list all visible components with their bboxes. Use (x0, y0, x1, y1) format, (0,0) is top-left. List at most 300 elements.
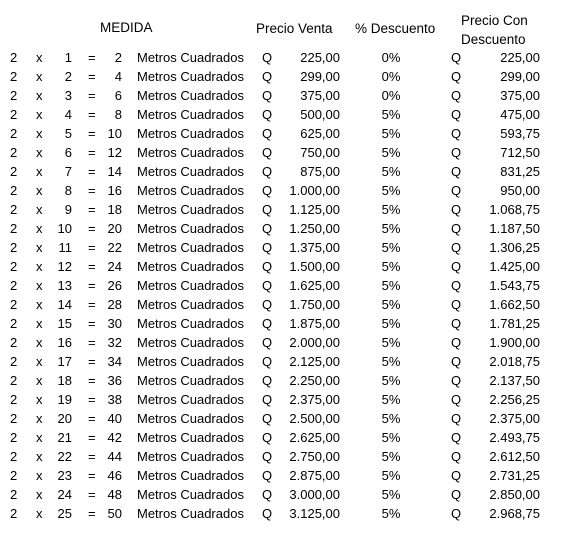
factor-cell: 4 (64, 107, 72, 122)
times-sign-cell: x (36, 164, 43, 179)
descuento-cell: 5% (381, 202, 401, 217)
result-cell: 40 (107, 411, 122, 426)
precio-con-descuento-cell: 1.662,50 (489, 297, 540, 312)
times-sign-cell: x (36, 202, 43, 217)
result-cell: 34 (107, 354, 122, 369)
factor-cell: 15 (57, 316, 72, 331)
equals-sign-cell: = (88, 373, 96, 388)
precio-venta-cell: 3.125,00 (289, 506, 340, 521)
descuento-cell: 5% (381, 145, 401, 160)
result-cell: 4 (114, 69, 122, 84)
table-row (0, 48, 568, 67)
equals-sign-cell: = (88, 411, 96, 426)
result-cell: 44 (107, 449, 122, 464)
multiplier-cell: 2 (10, 69, 18, 84)
times-sign-cell: x (36, 335, 43, 350)
factor-cell: 8 (64, 183, 72, 198)
currency-con-cell: Q (451, 221, 462, 236)
factor-cell: 17 (57, 354, 72, 369)
currency-con-cell: Q (451, 278, 462, 293)
descuento-cell: 5% (381, 107, 401, 122)
result-cell: 30 (107, 316, 122, 331)
descuento-cell: 5% (381, 126, 401, 141)
factor-cell: 13 (57, 278, 72, 293)
factor-cell: 12 (57, 259, 72, 274)
precio-con-descuento-cell: 1.068,75 (489, 202, 540, 217)
precio-con-descuento-cell: 2.731,25 (489, 468, 540, 483)
currency-venta-cell: Q (262, 183, 273, 198)
factor-cell: 9 (64, 202, 72, 217)
descuento-cell: 5% (381, 335, 401, 350)
table-row (0, 447, 568, 466)
descuento-cell: 0% (381, 50, 401, 65)
precio-con-descuento-cell: 299,00 (500, 69, 540, 84)
table-row (0, 428, 568, 447)
table-row (0, 162, 568, 181)
currency-venta-cell: Q (262, 240, 273, 255)
currency-con-cell: Q (451, 468, 462, 483)
table-row (0, 105, 568, 124)
factor-cell: 2 (64, 69, 72, 84)
result-cell: 28 (107, 297, 122, 312)
times-sign-cell: x (36, 411, 43, 426)
descuento-cell: 5% (381, 278, 401, 293)
multiplier-cell: 2 (10, 316, 18, 331)
equals-sign-cell: = (88, 335, 96, 350)
currency-venta-cell: Q (262, 316, 273, 331)
table-row (0, 466, 568, 485)
precio-con-descuento-cell: 1.900,00 (489, 335, 540, 350)
result-cell: 22 (107, 240, 122, 255)
multiplier-cell: 2 (10, 164, 18, 179)
result-cell: 42 (107, 430, 122, 445)
descuento-cell: 0% (381, 88, 401, 103)
precio-con-descuento-cell: 375,00 (500, 88, 540, 103)
precio-venta-cell: 2.000,00 (289, 335, 340, 350)
precio-con-descuento-cell: 2.137,50 (489, 373, 540, 388)
unit-cell: Metros Cuadrados (137, 126, 244, 141)
multiplier-cell: 2 (10, 468, 18, 483)
table-body (0, 48, 568, 523)
times-sign-cell: x (36, 183, 43, 198)
precio-con-descuento-cell: 475,00 (500, 107, 540, 122)
factor-cell: 18 (57, 373, 72, 388)
multiplier-cell: 2 (10, 430, 18, 445)
descuento-cell: 5% (381, 373, 401, 388)
times-sign-cell: x (36, 50, 43, 65)
times-sign-cell: x (36, 259, 43, 274)
descuento-cell: 5% (381, 164, 401, 179)
precio-con-descuento-cell: 1.306,25 (489, 240, 540, 255)
currency-con-cell: Q (451, 354, 462, 369)
unit-cell: Metros Cuadrados (137, 506, 244, 521)
unit-cell: Metros Cuadrados (137, 202, 244, 217)
descuento-cell: 5% (381, 487, 401, 502)
precio-venta-cell: 2.375,00 (289, 392, 340, 407)
descuento-cell: 5% (381, 430, 401, 445)
table-row (0, 504, 568, 523)
multiplier-cell: 2 (10, 107, 18, 122)
currency-venta-cell: Q (262, 259, 273, 274)
equals-sign-cell: = (88, 430, 96, 445)
currency-con-cell: Q (451, 487, 462, 502)
currency-con-cell: Q (451, 259, 462, 274)
equals-sign-cell: = (88, 392, 96, 407)
times-sign-cell: x (36, 221, 43, 236)
currency-con-cell: Q (451, 126, 462, 141)
factor-cell: 11 (58, 240, 72, 255)
equals-sign-cell: = (88, 183, 96, 198)
factor-cell: 10 (57, 221, 72, 236)
equals-sign-cell: = (88, 354, 96, 369)
unit-cell: Metros Cuadrados (137, 411, 244, 426)
multiplier-cell: 2 (10, 202, 18, 217)
times-sign-cell: x (36, 107, 43, 122)
precio-venta-cell: 500,00 (300, 107, 340, 122)
multiplier-cell: 2 (10, 354, 18, 369)
times-sign-cell: x (36, 278, 43, 293)
precio-venta-cell: 875,00 (300, 164, 340, 179)
currency-venta-cell: Q (262, 50, 273, 65)
descuento-cell: 5% (381, 297, 401, 312)
precio-venta-cell: 1.000,00 (289, 183, 340, 198)
currency-con-cell: Q (451, 316, 462, 331)
factor-cell: 5 (64, 126, 72, 141)
table-row (0, 67, 568, 86)
times-sign-cell: x (36, 373, 43, 388)
factor-cell: 20 (57, 411, 72, 426)
unit-cell: Metros Cuadrados (137, 392, 244, 407)
factor-cell: 25 (57, 506, 72, 521)
currency-venta-cell: Q (262, 392, 273, 407)
equals-sign-cell: = (88, 487, 96, 502)
precio-venta-cell: 1.750,00 (289, 297, 340, 312)
result-cell: 50 (107, 506, 122, 521)
multiplier-cell: 2 (10, 411, 18, 426)
unit-cell: Metros Cuadrados (137, 297, 244, 312)
unit-cell: Metros Cuadrados (137, 221, 244, 236)
currency-venta-cell: Q (262, 88, 273, 103)
equals-sign-cell: = (88, 278, 96, 293)
times-sign-cell: x (36, 88, 43, 103)
table-row (0, 409, 568, 428)
precio-con-descuento-cell: 2.018,75 (489, 354, 540, 369)
precio-venta-cell: 1.125,00 (289, 202, 340, 217)
factor-cell: 7 (64, 164, 72, 179)
result-cell: 2 (114, 50, 122, 65)
table-row (0, 181, 568, 200)
precio-con-descuento-cell: 831,25 (500, 164, 540, 179)
times-sign-cell: x (36, 354, 43, 369)
unit-cell: Metros Cuadrados (137, 240, 244, 255)
equals-sign-cell: = (88, 164, 96, 179)
multiplier-cell: 2 (10, 88, 18, 103)
precio-con-descuento-cell: 712,50 (500, 145, 540, 160)
equals-sign-cell: = (88, 107, 96, 122)
factor-cell: 21 (57, 430, 72, 445)
result-cell: 8 (114, 107, 122, 122)
precio-con-descuento-cell: 2.493,75 (489, 430, 540, 445)
multiplier-cell: 2 (10, 506, 18, 521)
unit-cell: Metros Cuadrados (137, 316, 244, 331)
result-cell: 46 (107, 468, 122, 483)
precio-con-descuento-cell: 2.850,00 (489, 487, 540, 502)
times-sign-cell: x (36, 297, 43, 312)
currency-venta-cell: Q (262, 297, 273, 312)
table-row (0, 238, 568, 257)
result-cell: 14 (107, 164, 122, 179)
multiplier-cell: 2 (10, 145, 18, 160)
currency-con-cell: Q (451, 297, 462, 312)
result-cell: 24 (107, 259, 122, 274)
precio-con-descuento-cell: 2.612,50 (489, 449, 540, 464)
table-row (0, 485, 568, 504)
equals-sign-cell: = (88, 126, 96, 141)
times-sign-cell: x (36, 487, 43, 502)
precio-venta-cell: 375,00 (300, 88, 340, 103)
descuento-cell: 5% (381, 354, 401, 369)
multiplier-cell: 2 (10, 183, 18, 198)
precio-venta-cell: 2.500,00 (289, 411, 340, 426)
precio-con-descuento-cell: 1.543,75 (489, 278, 540, 293)
multiplier-cell: 2 (10, 392, 18, 407)
equals-sign-cell: = (88, 506, 96, 521)
equals-sign-cell: = (88, 449, 96, 464)
equals-sign-cell: = (88, 221, 96, 236)
unit-cell: Metros Cuadrados (137, 487, 244, 502)
precio-con-descuento-cell: 225,00 (500, 50, 540, 65)
times-sign-cell: x (36, 430, 43, 445)
currency-venta-cell: Q (262, 468, 273, 483)
descuento-cell: 5% (381, 316, 401, 331)
unit-cell: Metros Cuadrados (137, 430, 244, 445)
precio-venta-cell: 225,00 (300, 50, 340, 65)
currency-con-cell: Q (451, 107, 462, 122)
currency-con-cell: Q (451, 164, 462, 179)
table-row (0, 371, 568, 390)
precio-con-descuento-cell: 2.968,75 (489, 506, 540, 521)
unit-cell: Metros Cuadrados (137, 69, 244, 84)
currency-con-cell: Q (451, 506, 462, 521)
currency-con-cell: Q (451, 411, 462, 426)
multiplier-cell: 2 (10, 373, 18, 388)
result-cell: 6 (114, 88, 122, 103)
descuento-cell: 5% (381, 240, 401, 255)
descuento-cell: 5% (381, 183, 401, 198)
times-sign-cell: x (36, 316, 43, 331)
descuento-cell: 5% (381, 221, 401, 236)
unit-cell: Metros Cuadrados (137, 373, 244, 388)
unit-cell: Metros Cuadrados (137, 335, 244, 350)
precio-venta-cell: 2.875,00 (289, 468, 340, 483)
currency-con-cell: Q (451, 392, 462, 407)
factor-cell: 3 (64, 88, 72, 103)
equals-sign-cell: = (88, 259, 96, 274)
equals-sign-cell: = (88, 202, 96, 217)
result-cell: 48 (107, 487, 122, 502)
precio-venta-cell: 2.250,00 (289, 373, 340, 388)
times-sign-cell: x (36, 240, 43, 255)
currency-venta-cell: Q (262, 487, 273, 502)
precio-con-descuento-cell: 593,75 (500, 126, 540, 141)
multiplier-cell: 2 (10, 487, 18, 502)
unit-cell: Metros Cuadrados (137, 183, 244, 198)
multiplier-cell: 2 (10, 259, 18, 274)
factor-cell: 14 (57, 297, 72, 312)
table-row (0, 314, 568, 333)
table-row (0, 143, 568, 162)
factor-cell: 6 (64, 145, 72, 160)
result-cell: 20 (107, 221, 122, 236)
unit-cell: Metros Cuadrados (137, 259, 244, 274)
descuento-cell: 5% (381, 259, 401, 274)
precio-venta-cell: 299,00 (300, 69, 340, 84)
equals-sign-cell: = (88, 297, 96, 312)
unit-cell: Metros Cuadrados (137, 354, 244, 369)
precio-venta-cell: 1.625,00 (289, 278, 340, 293)
result-cell: 10 (107, 126, 122, 141)
currency-venta-cell: Q (262, 373, 273, 388)
result-cell: 32 (107, 335, 122, 350)
header-precio-con-line1: Precio Con (461, 13, 528, 28)
table-row (0, 295, 568, 314)
equals-sign-cell: = (88, 88, 96, 103)
multiplier-cell: 2 (10, 240, 18, 255)
multiplier-cell: 2 (10, 278, 18, 293)
currency-con-cell: Q (451, 430, 462, 445)
equals-sign-cell: = (88, 69, 96, 84)
currency-venta-cell: Q (262, 506, 273, 521)
unit-cell: Metros Cuadrados (137, 145, 244, 160)
currency-con-cell: Q (451, 145, 462, 160)
table-row (0, 219, 568, 238)
unit-cell: Metros Cuadrados (137, 449, 244, 464)
currency-venta-cell: Q (262, 221, 273, 236)
precio-venta-cell: 750,00 (300, 145, 340, 160)
currency-venta-cell: Q (262, 449, 273, 464)
currency-venta-cell: Q (262, 126, 273, 141)
result-cell: 26 (107, 278, 122, 293)
times-sign-cell: x (36, 392, 43, 407)
factor-cell: 19 (57, 392, 72, 407)
unit-cell: Metros Cuadrados (137, 468, 244, 483)
unit-cell: Metros Cuadrados (137, 107, 244, 122)
factor-cell: 16 (57, 335, 72, 350)
descuento-cell: 5% (381, 392, 401, 407)
precio-venta-cell: 2.625,00 (289, 430, 340, 445)
table-row (0, 124, 568, 143)
equals-sign-cell: = (88, 468, 96, 483)
result-cell: 36 (107, 373, 122, 388)
currency-venta-cell: Q (262, 202, 273, 217)
descuento-cell: 5% (381, 449, 401, 464)
precio-con-descuento-cell: 1.187,50 (489, 221, 540, 236)
currency-con-cell: Q (451, 50, 462, 65)
unit-cell: Metros Cuadrados (137, 278, 244, 293)
result-cell: 12 (107, 145, 122, 160)
equals-sign-cell: = (88, 50, 96, 65)
table-row (0, 276, 568, 295)
factor-cell: 1 (64, 50, 72, 65)
unit-cell: Metros Cuadrados (137, 88, 244, 103)
equals-sign-cell: = (88, 240, 96, 255)
table-row (0, 200, 568, 219)
times-sign-cell: x (36, 449, 43, 464)
equals-sign-cell: = (88, 145, 96, 160)
table-row (0, 390, 568, 409)
currency-venta-cell: Q (262, 335, 273, 350)
precio-venta-cell: 3.000,00 (289, 487, 340, 502)
precio-venta-cell: 1.250,00 (289, 221, 340, 236)
result-cell: 16 (107, 183, 122, 198)
times-sign-cell: x (36, 468, 43, 483)
multiplier-cell: 2 (10, 335, 18, 350)
precio-venta-cell: 1.500,00 (289, 259, 340, 274)
table-row (0, 333, 568, 352)
descuento-cell: 5% (381, 506, 401, 521)
currency-con-cell: Q (451, 449, 462, 464)
factor-cell: 24 (57, 487, 72, 502)
equals-sign-cell: = (88, 316, 96, 331)
currency-con-cell: Q (451, 373, 462, 388)
result-cell: 38 (107, 392, 122, 407)
precio-venta-cell: 1.375,00 (289, 240, 340, 255)
multiplier-cell: 2 (10, 297, 18, 312)
currency-venta-cell: Q (262, 354, 273, 369)
header-precio-con-descuento (461, 11, 541, 49)
unit-cell: Metros Cuadrados (137, 50, 244, 65)
table-row (0, 352, 568, 371)
currency-venta-cell: Q (262, 69, 273, 84)
precio-con-descuento-cell: 1.781,25 (489, 316, 540, 331)
currency-con-cell: Q (451, 183, 462, 198)
precio-con-descuento-cell: 2.375,00 (489, 411, 540, 426)
header-precio-venta: Precio Venta (256, 21, 333, 36)
table-row (0, 257, 568, 276)
currency-venta-cell: Q (262, 145, 273, 160)
precio-venta-cell: 2.125,00 (289, 354, 340, 369)
descuento-cell: 0% (381, 69, 401, 84)
times-sign-cell: x (36, 69, 43, 84)
multiplier-cell: 2 (10, 126, 18, 141)
currency-venta-cell: Q (262, 430, 273, 445)
currency-venta-cell: Q (262, 411, 273, 426)
multiplier-cell: 2 (10, 50, 18, 65)
table-row (0, 86, 568, 105)
factor-cell: 23 (57, 468, 72, 483)
unit-cell: Metros Cuadrados (137, 164, 244, 179)
descuento-cell: 5% (381, 411, 401, 426)
header-descuento: % Descuento (355, 21, 436, 36)
precio-con-descuento-cell: 1.425,00 (489, 259, 540, 274)
currency-venta-cell: Q (262, 278, 273, 293)
precio-venta-cell: 1.875,00 (289, 316, 340, 331)
factor-cell: 22 (57, 449, 72, 464)
currency-con-cell: Q (451, 240, 462, 255)
header-medida: MEDIDA (100, 20, 153, 35)
header-precio-con-line2: Descuento (461, 32, 526, 47)
currency-con-cell: Q (451, 202, 462, 217)
precio-con-descuento-cell: 950,00 (500, 183, 540, 198)
precio-venta-cell: 625,00 (300, 126, 340, 141)
descuento-cell: 5% (381, 468, 401, 483)
precio-con-descuento-cell: 2.256,25 (489, 392, 540, 407)
times-sign-cell: x (36, 506, 43, 521)
currency-con-cell: Q (451, 88, 462, 103)
multiplier-cell: 2 (10, 449, 18, 464)
currency-con-cell: Q (451, 69, 462, 84)
currency-con-cell: Q (451, 335, 462, 350)
